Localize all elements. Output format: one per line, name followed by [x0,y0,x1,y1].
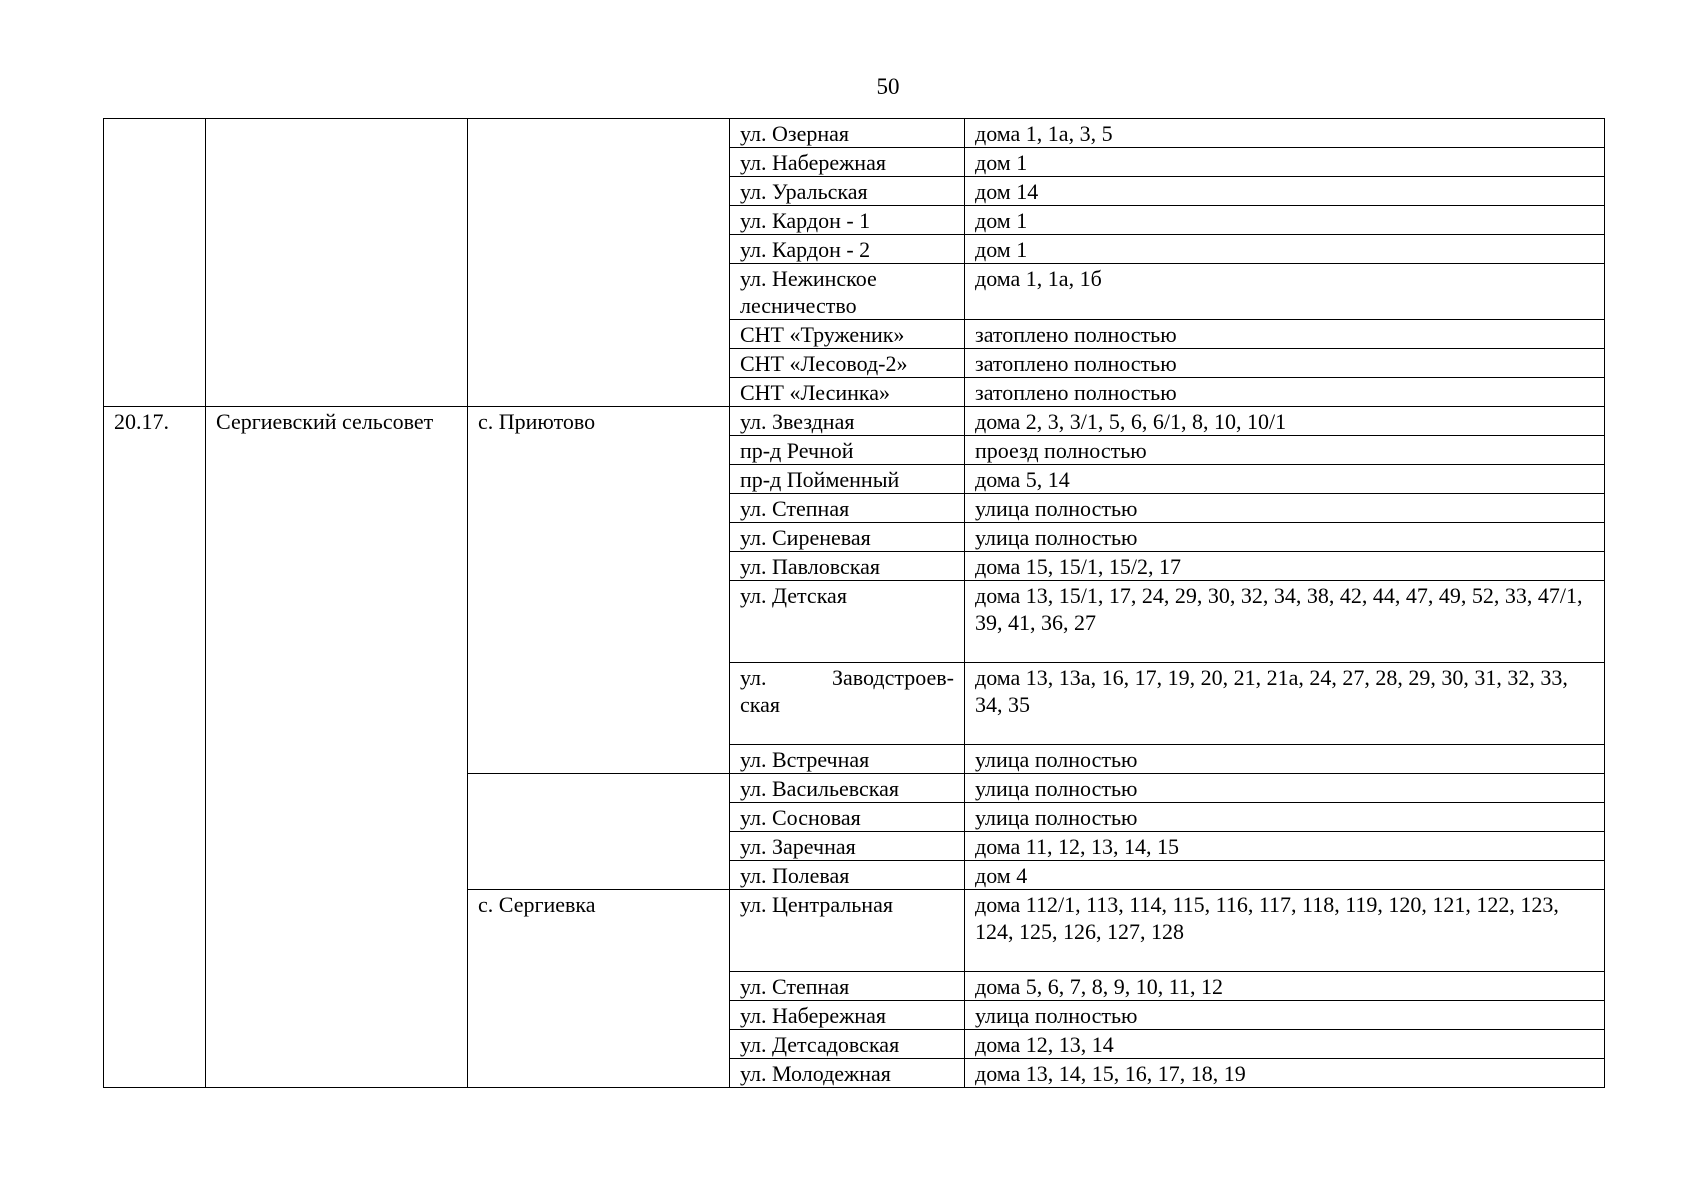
street-cell: ул. Степная [730,972,965,1001]
number-cell-empty [104,119,206,407]
houses-cell: затоплено полностью [965,378,1605,407]
street-part: ская [740,692,781,717]
houses-cell: проезд полностью [965,436,1605,465]
houses-cell: дома 5, 14 [965,465,1605,494]
street-cell: ул. Полевая [730,861,965,890]
street-cell: СНТ «Труженик» [730,320,965,349]
houses-cell: дома 5, 6, 7, 8, 9, 10, 11, 12 [965,972,1605,1001]
street-cell: ул. Васильевская [730,774,965,803]
houses-cell: затоплено полностью [965,320,1605,349]
houses-cell: дома 13, 13а, 16, 17, 19, 20, 21, 21а, 24, 27, 28, 29, 30, 31, 32, 33, 34, 35 [965,663,1605,745]
houses-cell: улица полностью [965,1001,1605,1030]
village-name: с. Приютово [468,407,730,774]
street-cell: ул. Звездная [730,407,965,436]
street-cell: ул. Степная [730,494,965,523]
street-cell: ул. Молодежная [730,1059,965,1088]
houses-cell: улица полностью [965,774,1605,803]
street-cell: пр-д Пойменный [730,465,965,494]
houses-cell: дом 14 [965,177,1605,206]
houses-cell: дом 1 [965,206,1605,235]
street-cell: ул. Нежинское лесничество [730,264,965,320]
street-cell: ул. Сосновая [730,803,965,832]
street-cell: ул. Озерная [730,119,965,148]
houses-cell: улица полностью [965,523,1605,552]
street-cell: ул. Уральская [730,177,965,206]
houses-cell: дома 15, 15/1, 15/2, 17 [965,552,1605,581]
street-cell: ул. Центральная [730,890,965,972]
street-justified-line [740,664,954,691]
council-name: Сергиевский сельсовет [206,407,468,1088]
street-cell: пр-д Речной [730,436,965,465]
street-cell: ул. Встречная [730,745,965,774]
houses-cell: дома 2, 3, 3/1, 5, 6, 6/1, 8, 10, 10/1 [965,407,1605,436]
street-cell: ул. Кардон - 1 [730,206,965,235]
street-cell: ул. Павловская [730,552,965,581]
houses-cell: дома 12, 13, 14 [965,1030,1605,1059]
street-cell: ул. Набережная [730,1001,965,1030]
street-cell: СНТ «Лесовод-2» [730,349,965,378]
street-cell: ул. Заречная [730,832,965,861]
table-row [104,407,1605,436]
houses-cell: дома 13, 14, 15, 16, 17, 18, 19 [965,1059,1605,1088]
houses-cell: улица полностью [965,803,1605,832]
houses-cell: дом 1 [965,235,1605,264]
village-cell-empty [468,119,730,407]
houses-cell: дома 1, 1а, 1б [965,264,1605,320]
table-row [104,119,1605,148]
village-name [468,774,730,890]
street-cell: СНТ «Лесинка» [730,378,965,407]
entry-number: 20.17. [104,407,206,1088]
street-cell: ул. Кардон - 2 [730,235,965,264]
street-part: ул. [740,665,767,690]
street-cell: ул. Детсадовская [730,1030,965,1059]
street-cell [730,663,965,745]
houses-cell: дома 13, 15/1, 17, 24, 29, 30, 32, 34, 38, 42, 44, 47, 49, 52, 33, 47/1, 39, 41, 36, 27 [965,581,1605,663]
street-part: Заводстроев- [832,665,954,690]
houses-cell: дома 112/1, 113, 114, 115, 116, 117, 118, 119, 120, 121, 122, 123, 124, 125, 126, 127, 128 [965,890,1605,972]
houses-cell: дома 1, 1а, 3, 5 [965,119,1605,148]
houses-cell: улица полностью [965,745,1605,774]
council-cell-empty [206,119,468,407]
houses-cell: дома 11, 12, 13, 14, 15 [965,832,1605,861]
houses-cell: дом 4 [965,861,1605,890]
houses-cell: затоплено полностью [965,349,1605,378]
houses-cell: дом 1 [965,148,1605,177]
flood-zone-table [103,118,1605,1088]
street-cell: ул. Набережная [730,148,965,177]
street-cell: ул. Детская [730,581,965,663]
houses-cell: улица полностью [965,494,1605,523]
village-name: с. Сергиевка [468,890,730,1088]
street-cell: ул. Сиреневая [730,523,965,552]
page-number: 50 [876,74,900,99]
